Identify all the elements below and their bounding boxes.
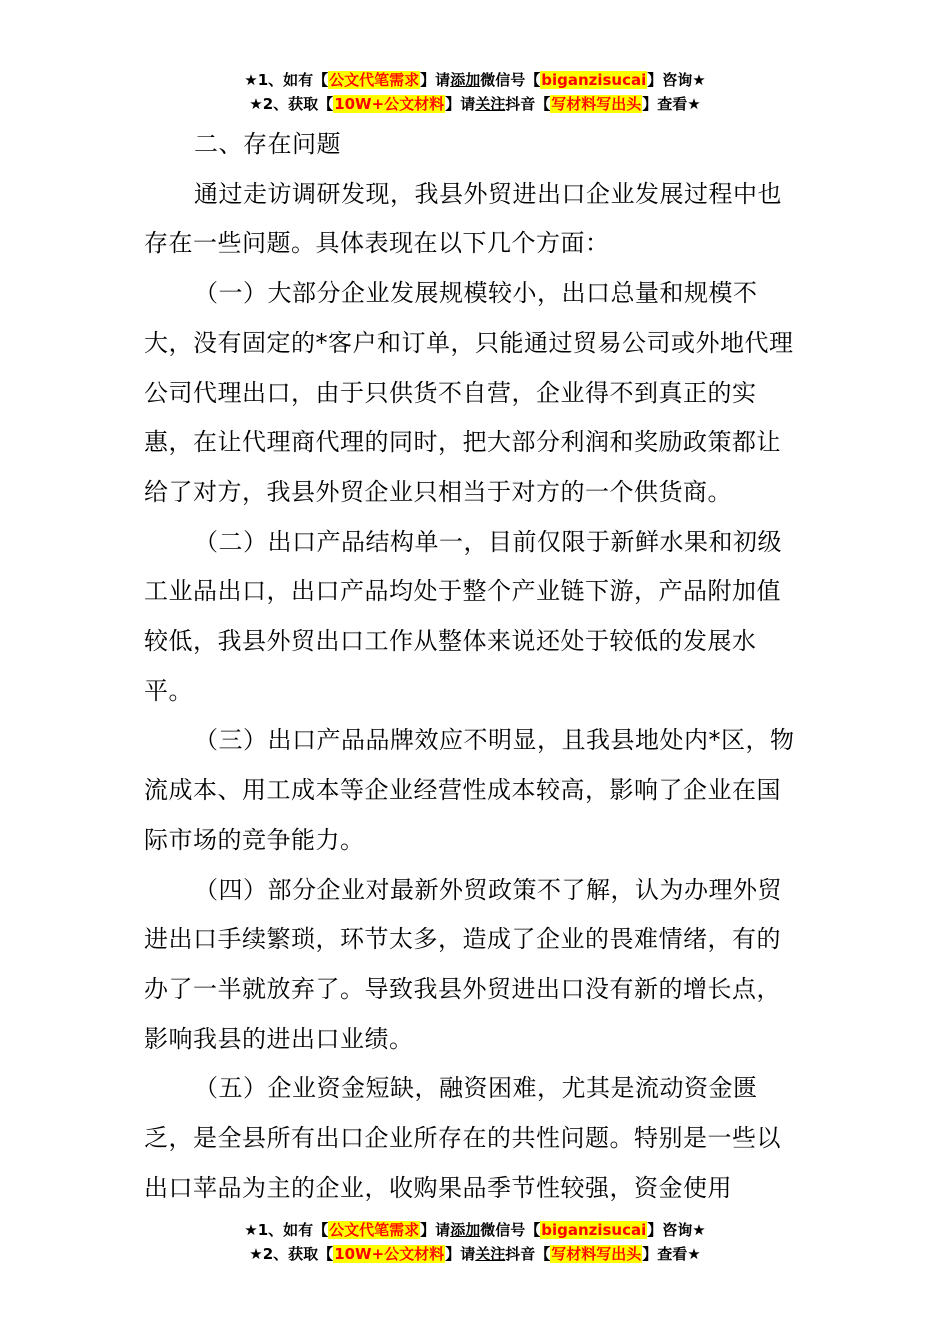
- banner-highlight: 10W+公文材料: [334, 95, 445, 113]
- paragraph-item-2: （二）出口产品结构单一，目前仅限于新鲜水果和初级工业品出口，出口产品均处于整个产业链下游，产品附加值较低，我县外贸出口工作从整体来说还处于较低的发展水平。: [144, 527, 782, 705]
- banner-highlight: 写材料写出头: [551, 1245, 642, 1263]
- banner-text: 抖音【: [505, 95, 551, 113]
- banner-text: 】请: [420, 1221, 451, 1239]
- top-banner: [0, 68, 950, 116]
- banner-highlight: 公文代笔需求: [329, 1221, 420, 1239]
- banner-text: 微信号【: [480, 71, 541, 89]
- banner-highlight: 10W+公文材料: [334, 1245, 445, 1263]
- bottom-banner: [0, 1218, 950, 1266]
- banner-text: ★2、获取【: [249, 1245, 334, 1263]
- banner-text: 】请: [420, 71, 451, 89]
- banner-text: 】查看★: [642, 1245, 701, 1263]
- banner-text: ★1、如有【: [244, 71, 329, 89]
- banner-text: ★2、获取【: [249, 95, 334, 113]
- banner-highlight: biganzisucai: [541, 1221, 647, 1239]
- section-heading: 二、存在问题: [194, 130, 341, 158]
- banner-text: 】请: [445, 95, 476, 113]
- paragraph-intro: 通过走访调研发现，我县外贸进出口企业发展过程中也存在一些问题。具体表现在以下几个方面：: [144, 179, 782, 258]
- banner-line-2: [0, 1242, 950, 1266]
- banner-text: 】请: [445, 1245, 476, 1263]
- banner-text: ★1、如有【: [244, 1221, 329, 1239]
- banner-underline-text: 添加: [450, 1221, 481, 1239]
- banner-underline-text: 关注: [475, 1245, 506, 1263]
- paragraph-item-3: （三）出口产品品牌效应不明显，且我县地处内*区，物流成本、用工成本等企业经营性成本较高，影响了企业在国际市场的竞争能力。: [144, 726, 795, 854]
- banner-line-1: [0, 1218, 950, 1242]
- document-body: [144, 120, 804, 1213]
- banner-text: 】查看★: [642, 95, 701, 113]
- banner-line-2: [0, 92, 950, 116]
- banner-text: 抖音【: [505, 1245, 551, 1263]
- paragraph-item-1: （一）大部分企业发展规模较小，出口总量和规模不大，没有固定的*客户和订单，只能通过贸易公司或外地代理公司代理出口，由于只供货不自营，企业得不到真正的实惠，在让代理商代理的同时，把大部分利润和奖励政策都让给了对方，我县外贸企业只相当于对方的一个供货商。: [144, 279, 794, 506]
- banner-underline-text: 关注: [475, 95, 506, 113]
- paragraph-item-4: （四）部分企业对最新外贸政策不了解，认为办理外贸进出口手续繁琐，环节太多，造成了企业的畏难情绪，有的办了一半就放弃了。导致我县外贸进出口没有新的增长点，影响我县的进出口业绩。: [144, 875, 782, 1053]
- banner-text: 】咨询★: [647, 71, 706, 89]
- banner-highlight: 公文代笔需求: [329, 71, 420, 89]
- banner-highlight: 写材料写出头: [551, 95, 642, 113]
- banner-line-1: [0, 68, 950, 92]
- banner-highlight: biganzisucai: [541, 71, 647, 89]
- banner-underline-text: 添加: [450, 71, 481, 89]
- banner-text: 微信号【: [480, 1221, 541, 1239]
- paragraph-item-5: （五）企业资金短缺，融资困难，尤其是流动资金匮乏，是全县所有出口企业所存在的共性问题。特别是一些以出口苹品为主的企业，收购果品季节性较强，资金使用: [144, 1074, 781, 1202]
- banner-text: 】咨询★: [647, 1221, 706, 1239]
